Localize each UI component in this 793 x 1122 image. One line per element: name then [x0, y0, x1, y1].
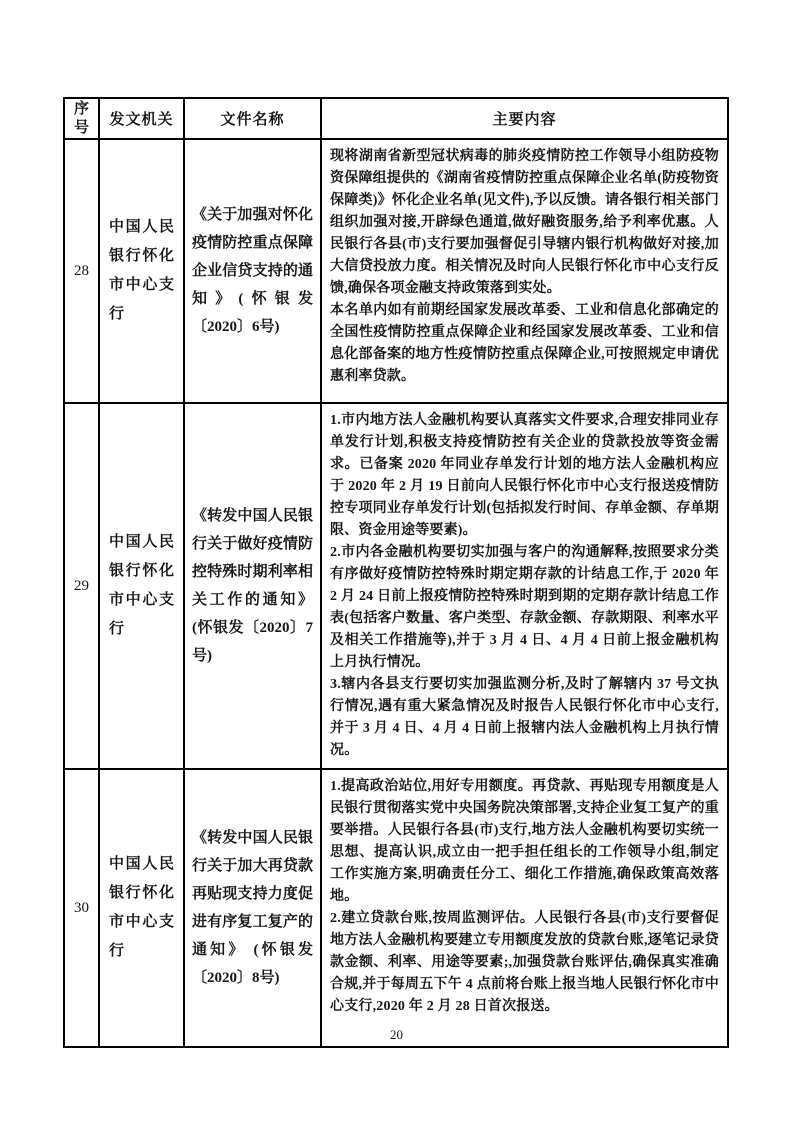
row-30-content-cell — [321, 769, 728, 1047]
table-row-29 — [64, 403, 728, 769]
row-30-paragraph-1: 1.提高政治站位,用好专用额度。再贷款、再贴现专用额度是人民银行贯彻落实党中央国务院决策部署,支持企业复工复产的重要举措。人民银行各县(市)支行,地方法人金融机构要切实统一思想、提高认识,成立由一把手担任组长的工作领导小组,制定工作实施方案,明确责任分工、细化工作措施,确保政策高效落地。 — [330, 779, 719, 904]
row-29-agency-cell — [99, 403, 184, 769]
row-28-paragraph-1: 现将湖南省新型冠状病毒的肺炎疫情防控工作领导小组防疫物资保障组提供的《湖南省疫情防控重点保障企业名单(防疫物资保障类)》怀化企业名单(见文件),予以反馈。请各银行相关部门组织加强对接,开辟绿色通道,做好融资服务,给予利率优惠。人民银行各县(市)支行要加强督促引导辖内银行机构做好对接,加大信贷投放力度。相关情况及时向人民银行怀化市中心支行反馈,确保各项金融支持政策落到实处。 — [330, 149, 719, 296]
row-28-doc-name-cell — [184, 139, 321, 403]
row-28-agency-cell — [99, 139, 184, 403]
row-29-doc-name-cell — [184, 403, 321, 769]
row-28-agency: 中国人民银行怀化市中心支行 — [109, 219, 174, 322]
circulars-table — [63, 97, 729, 1048]
row-29-paragraph-3: 3.辖内各县支行要切实加强监测分析,及时了解辖内 37 号文执行情况,遇有重大紧急情况及时报告人民银行怀化市中心支行,并于 3 月 4 日、4 月 4 日前上报辖内法人金融机构上月执行情况。 — [330, 677, 719, 758]
row-30-doc-name-cell — [184, 769, 321, 1047]
header-no-label: 序号 — [73, 100, 89, 136]
table-row-30 — [64, 769, 728, 1047]
page-number: 20 — [390, 1027, 403, 1042]
row-28-content-cell — [321, 139, 728, 403]
row-29-paragraph-1: 1.市内地方法人金融机构要认真落实文件要求,合理安排同业存单发行计划,积极支持疫情防控有关企业的贷款投放等资金需求。已备案 2020 年同业存单发行计划的地方法人金融机构应于 2020 年 2 月 19 日前向人民银行怀化市中心支行报送疫情防控专项同业存单发行计划(包括拟发行时间、存单金额、存单期限、资金用途等要素)。 — [330, 413, 719, 538]
row-30-paragraph-2: 2.建立贷款台账,按周监测评估。人民银行各县(市)支行要督促地方法人金融机构要建立专用额度发放的贷款台账,逐笔记录贷款金额、利率、用途等要素;,加强贷款台账评估,确保真实准确合规,并于每周五下午 4 点前将台账上报当地人民银行怀化市中心支行,2020 年 2 月 28 日首次报送。 — [330, 911, 719, 1014]
table-row-28 — [64, 139, 728, 403]
row-28-paragraph-2: 本名单内如有前期经国家发展改革委、工业和信息化部确定的全国性疫情防控重点保障企业和经国家发展改革委、工业和信息化部备案的地方性疫情防控重点保障企业,可按照规定申请优惠利率贷款。 — [330, 303, 719, 384]
row-29-number: 29 — [64, 403, 99, 769]
row-28-number: 28 — [64, 139, 99, 403]
row-29-content-cell — [321, 403, 728, 769]
header-agency: 发文机关 — [99, 98, 184, 139]
row-28-doc-name: 《关于加强对怀化疫情防控重点保障企业信贷支持的通知》(怀银发〔2020〕6号) — [192, 207, 313, 335]
row-30-number: 30 — [64, 769, 99, 1047]
header-content: 主要内容 — [321, 98, 728, 139]
header-doc-name: 文件名称 — [184, 98, 321, 139]
row-29-agency: 中国人民银行怀化市中心支行 — [109, 534, 174, 637]
row-30-agency: 中国人民银行怀化市中心支行 — [109, 856, 174, 959]
table-header-row — [64, 98, 728, 139]
row-29-doc-name: 《转发中国人民银行关于做好疫情防控特殊时期利率相关工作的通知》(怀银发〔2020〕7号) — [192, 508, 313, 664]
row-29-paragraph-2: 2.市内各金融机构要切实加强与客户的沟通解释,按照要求分类有序做好疫情防控特殊时期定期存款的计结息工作,于 2020 年 2 月 24 日前上报疫情防控特殊时期到期的定期存款计结息工作表(包括客户数量、客户类型、存款金额、存款期限、利率水平及相关工作措施等),并于 3 月 4 日、4 月 4 日前上报金融机构上月执行情况。 — [330, 545, 719, 670]
row-30-doc-name: 《转发中国人民银行关于加大再贷款再贴现支持力度促进有序复工复产的通知》 (怀银发〔2020〕8号) — [192, 830, 313, 986]
row-30-agency-cell — [99, 769, 184, 1047]
header-no — [64, 98, 99, 139]
